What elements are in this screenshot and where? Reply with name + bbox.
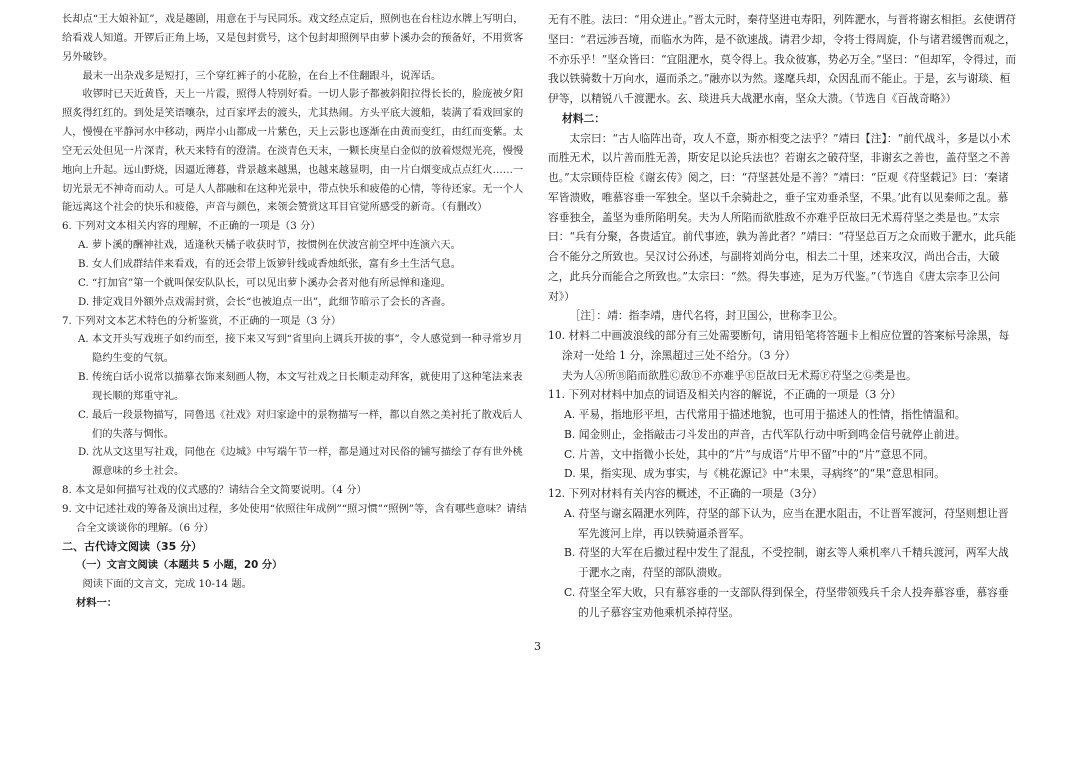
right-line: A. 平易，指地形平坦，古代常用于描述地貌，也可用于描述人的性情，指性情温和。 xyxy=(564,408,966,421)
left-line: B. 传统白话小说常以描摹衣饰来刻画人物，本文写社戏之日长顺走动拜客，就使用了这种笔法来表现长顺的郑重守礼。 xyxy=(78,371,523,402)
right-line: 夫为人Ⓐ所Ⓑ陷而欲胜Ⓒ敌Ⓓ不亦难乎Ⓔ臣故曰无术焉Ⓕ苻坚之Ⓖ类是也。 xyxy=(562,368,917,382)
left-line: 收锣时已天近黄昏，天上一片霞，照得人特别好看。一切人影子都被斜阳拉得长长的，脸庞被夕阳照炙得红红的。到处是笑语嚷杂，过百家坪去的渡头，尤其热闹。方头平底大渡船，装满了看戏回家的人，慢慢在平静河水中移动，两岸小山都成一片紫色，天上云影也逐渐在由黄而变红，由红而变紫。太空无云处但见一片深青，秋天来特有的澄清。在淡青色天末，一颗长庚星白金似的放着煜煜光亮，慢慢地向上升起。远山野烧，因逼近薄暮，背景越来越黑，也越来越显明，由一片白烟变成点点红火……一切光景无不神奇而动人。可是人人都融和在这种光景中，带点快乐和疲倦的心情，等待还家。无一个人能远离这个社会的快乐和疲倦，声音与颜色，来领会赞赏这耳目官觉所感受的新奇。（有删改） xyxy=(62,88,524,214)
right-line: ［注］：靖：指李靖，唐代名将，封卫国公，世称李卫公。 xyxy=(569,309,844,323)
left-line: 8. 本文是如何描写社戏的仪式感的？请结合全文简要说明。（4 分） xyxy=(62,484,367,497)
right-line: C. 苻坚全军大败，只有慕容垂的一支部队得到保全，苻坚带领残兵千余人投奔慕容垂，慕容垂的儿子慕容宝劝他乘机杀掉苻坚。 xyxy=(564,585,1009,619)
right-column xyxy=(548,10,1018,622)
left-line: C. 最后一段景物描写，同鲁迅《社戏》对归家途中的景物描写一样，都以自然之美衬托了散戏后人们的失落与惆怅。 xyxy=(78,408,523,440)
right-line: 11. 下列对材料中加点的词语及相关内容的解说，不正确的一项是（3 分） xyxy=(548,388,902,402)
left-line: 阅读下面的文言文，完成 10-14 题。 xyxy=(82,578,252,591)
left-line: 6. 下列对文本相关内容的理解，不正确的一项是（3 分） xyxy=(62,220,321,233)
left-line: D. 排定戏目外额外点戏需封赏，会长“也被迫点一出”，此细节暗示了会长的吝啬。 xyxy=(78,295,452,308)
right-line: 12. 下列对材料有关内容的概述，不正确的一项是（3分） xyxy=(548,487,823,500)
left-column xyxy=(62,10,532,613)
left-line: D. 沈从文这里写社戏，同他在《边城》中写端午节一样，都是通过对民俗的铺写描绘了存有世外桃源意味的乡土社会。 xyxy=(78,446,523,478)
left-line: （一）文言文阅读（本题共 5 小题，20 分） xyxy=(76,559,283,572)
left-line: 最末一出杂戏多是短打，三个穿红裤子的小花脸，在台上不住翻跟斗，说浑话。 xyxy=(82,69,442,82)
page-number: 3 xyxy=(534,640,541,653)
right-line: C. 片善，文中指微小长处，其中的“片”与成语“片甲不留”中的“片”意思不同。 xyxy=(564,447,935,461)
left-line: A. 本文开头写戏班子如约而至，接下来又写到“省里向上调兵开拔的事”，令人感觉到一种寻常岁月隐约生变的气氛。 xyxy=(78,333,523,365)
right-line: D. 果，指实现、成为事实，与《桃花源记》中“未果，寻病终”的“果”意思相同。 xyxy=(564,467,946,481)
right-line: 10. 材料二中画波浪线的部分有三处需要断句，请用铅笔将答题卡上相应位置的答案标号涂黑，每涂对一处给 1 分，涂黑超过三处不给分。（3 分） xyxy=(548,329,1010,362)
left-line: C. “打加官”第一个就叫保安队队长，可以见出萝卜溪办会者对他有所忌惮和逢迎。 xyxy=(78,276,451,289)
left-line: 长却点“王大娘补缸”，戏是趣剧，用意在于与民同乐。戏文经点定后，照例也在台柱边水牌上写明白，给看戏人知道。开锣后正角上场，又是包封赏号，这个包封却照例早由萝卜溪办会的预备好，不用赏客另外破钞。 xyxy=(62,13,524,63)
right-line: B. 闻金则止，金指敲击刁斗发出的声音，古代军队行动中听到鸣金信号就停止前进。 xyxy=(564,427,966,441)
right-line: A. 苻坚与谢玄隔淝水列阵，苻坚的部下认为，应当在淝水阻击，不让晋军渡河，苻坚则想让晋军先渡河上岸，再以铁骑逼杀晋军。 xyxy=(564,506,1009,540)
left-line: A. 萝卜溪的酬神社戏，适逢秋天橘子收获时节，按惯例在伏波宫前空坪中连演六天。 xyxy=(78,239,461,252)
right-line: 太宗曰：“古人临阵出奇，攻人不意，斯亦相变之法乎？”靖曰【注】：“前代战斗，多是以小术而胜无术，以片善而胜无善，斯安足以论兵法也？若谢玄之破苻坚，非谢玄之善也，盖苻坚之不善也。”太宗顾侍臣检《谢玄传》阅之，曰：“苻坚甚处是不善？”靖曰：“臣观《苻坚载记》曰：‘秦诸军皆溃败，唯慕容垂一军独全。坚以千余骑赴之，垂子宝劝垂杀坚，不果。’此有以见秦师之乱。慕容垂独全，盖坚为垂所陷明矣。夫为人所陷而欲胜敌不亦难乎臣故曰无术焉苻坚之类是也。”太宗曰：“兵有分聚，各贵适宜。前代事迹，孰为善此者？”靖曰：“苻坚总百万之众而败于淝水，此兵能合不能分之所致也。吴汉讨公孙述，与副将刘尚分屯，相去二十里，述来攻汉，尚出合击，大破之，此兵分而能合之所致也。”太宗曰：“然。得失事迹，足为万代鉴。”（节选自《唐太宗李卫公问对》） xyxy=(548,131,1016,303)
right-line: B. 苻坚的大军在后撤过程中发生了混乱，不受控制，谢玄等人乘机率八千精兵渡河，两军大战于淝水之南，苻坚的部队溃败。 xyxy=(564,546,1009,579)
left-line: 材料一： xyxy=(76,597,118,610)
right-line: 无有不胜。法曰：“用众进止。”晋太元时，秦苻坚进屯寿阳，列阵淝水，与晋将谢玄相拒。玄使谓苻坚曰：“君远涉吾境，而临水为阵，是不欲速战。请君少却，令将士得周旋，仆与诸君缓辔而观之，不亦乐乎！”坚众皆曰：“宜阻淝水，莫令得上。我众彼寡，势必万全。”坚曰：“但却军，令得过，而我以铁骑数十万向水，逼而杀之。”融亦以为然。遂麾兵却，众因乱而不能止。于是，玄与谢琰、桓伊等，以精锐八千渡淝水。玄、琰进兵大战淝水南，坚众大溃。（节选自《百战奇略》） xyxy=(548,13,1017,105)
left-line: 7. 下列对文本艺术特色的分析鉴赏，不正确的一项是（3 分） xyxy=(62,314,342,327)
left-line: B. 女人们成群结伴来看戏，有的还会带上饭箩针线或香烛纸张，富有乡土生活气息。 xyxy=(78,257,462,270)
left-line: 9. 文中记述社戏的筹备及演出过程，多处使用“依照往年成例”“照习惯”“照例”等，含有哪些意味？请结合全文谈谈你的理解。（6 分） xyxy=(62,502,527,534)
right-line: 材料二： xyxy=(562,111,606,125)
left-line: 二、古代诗文阅读（35 分） xyxy=(62,539,203,553)
